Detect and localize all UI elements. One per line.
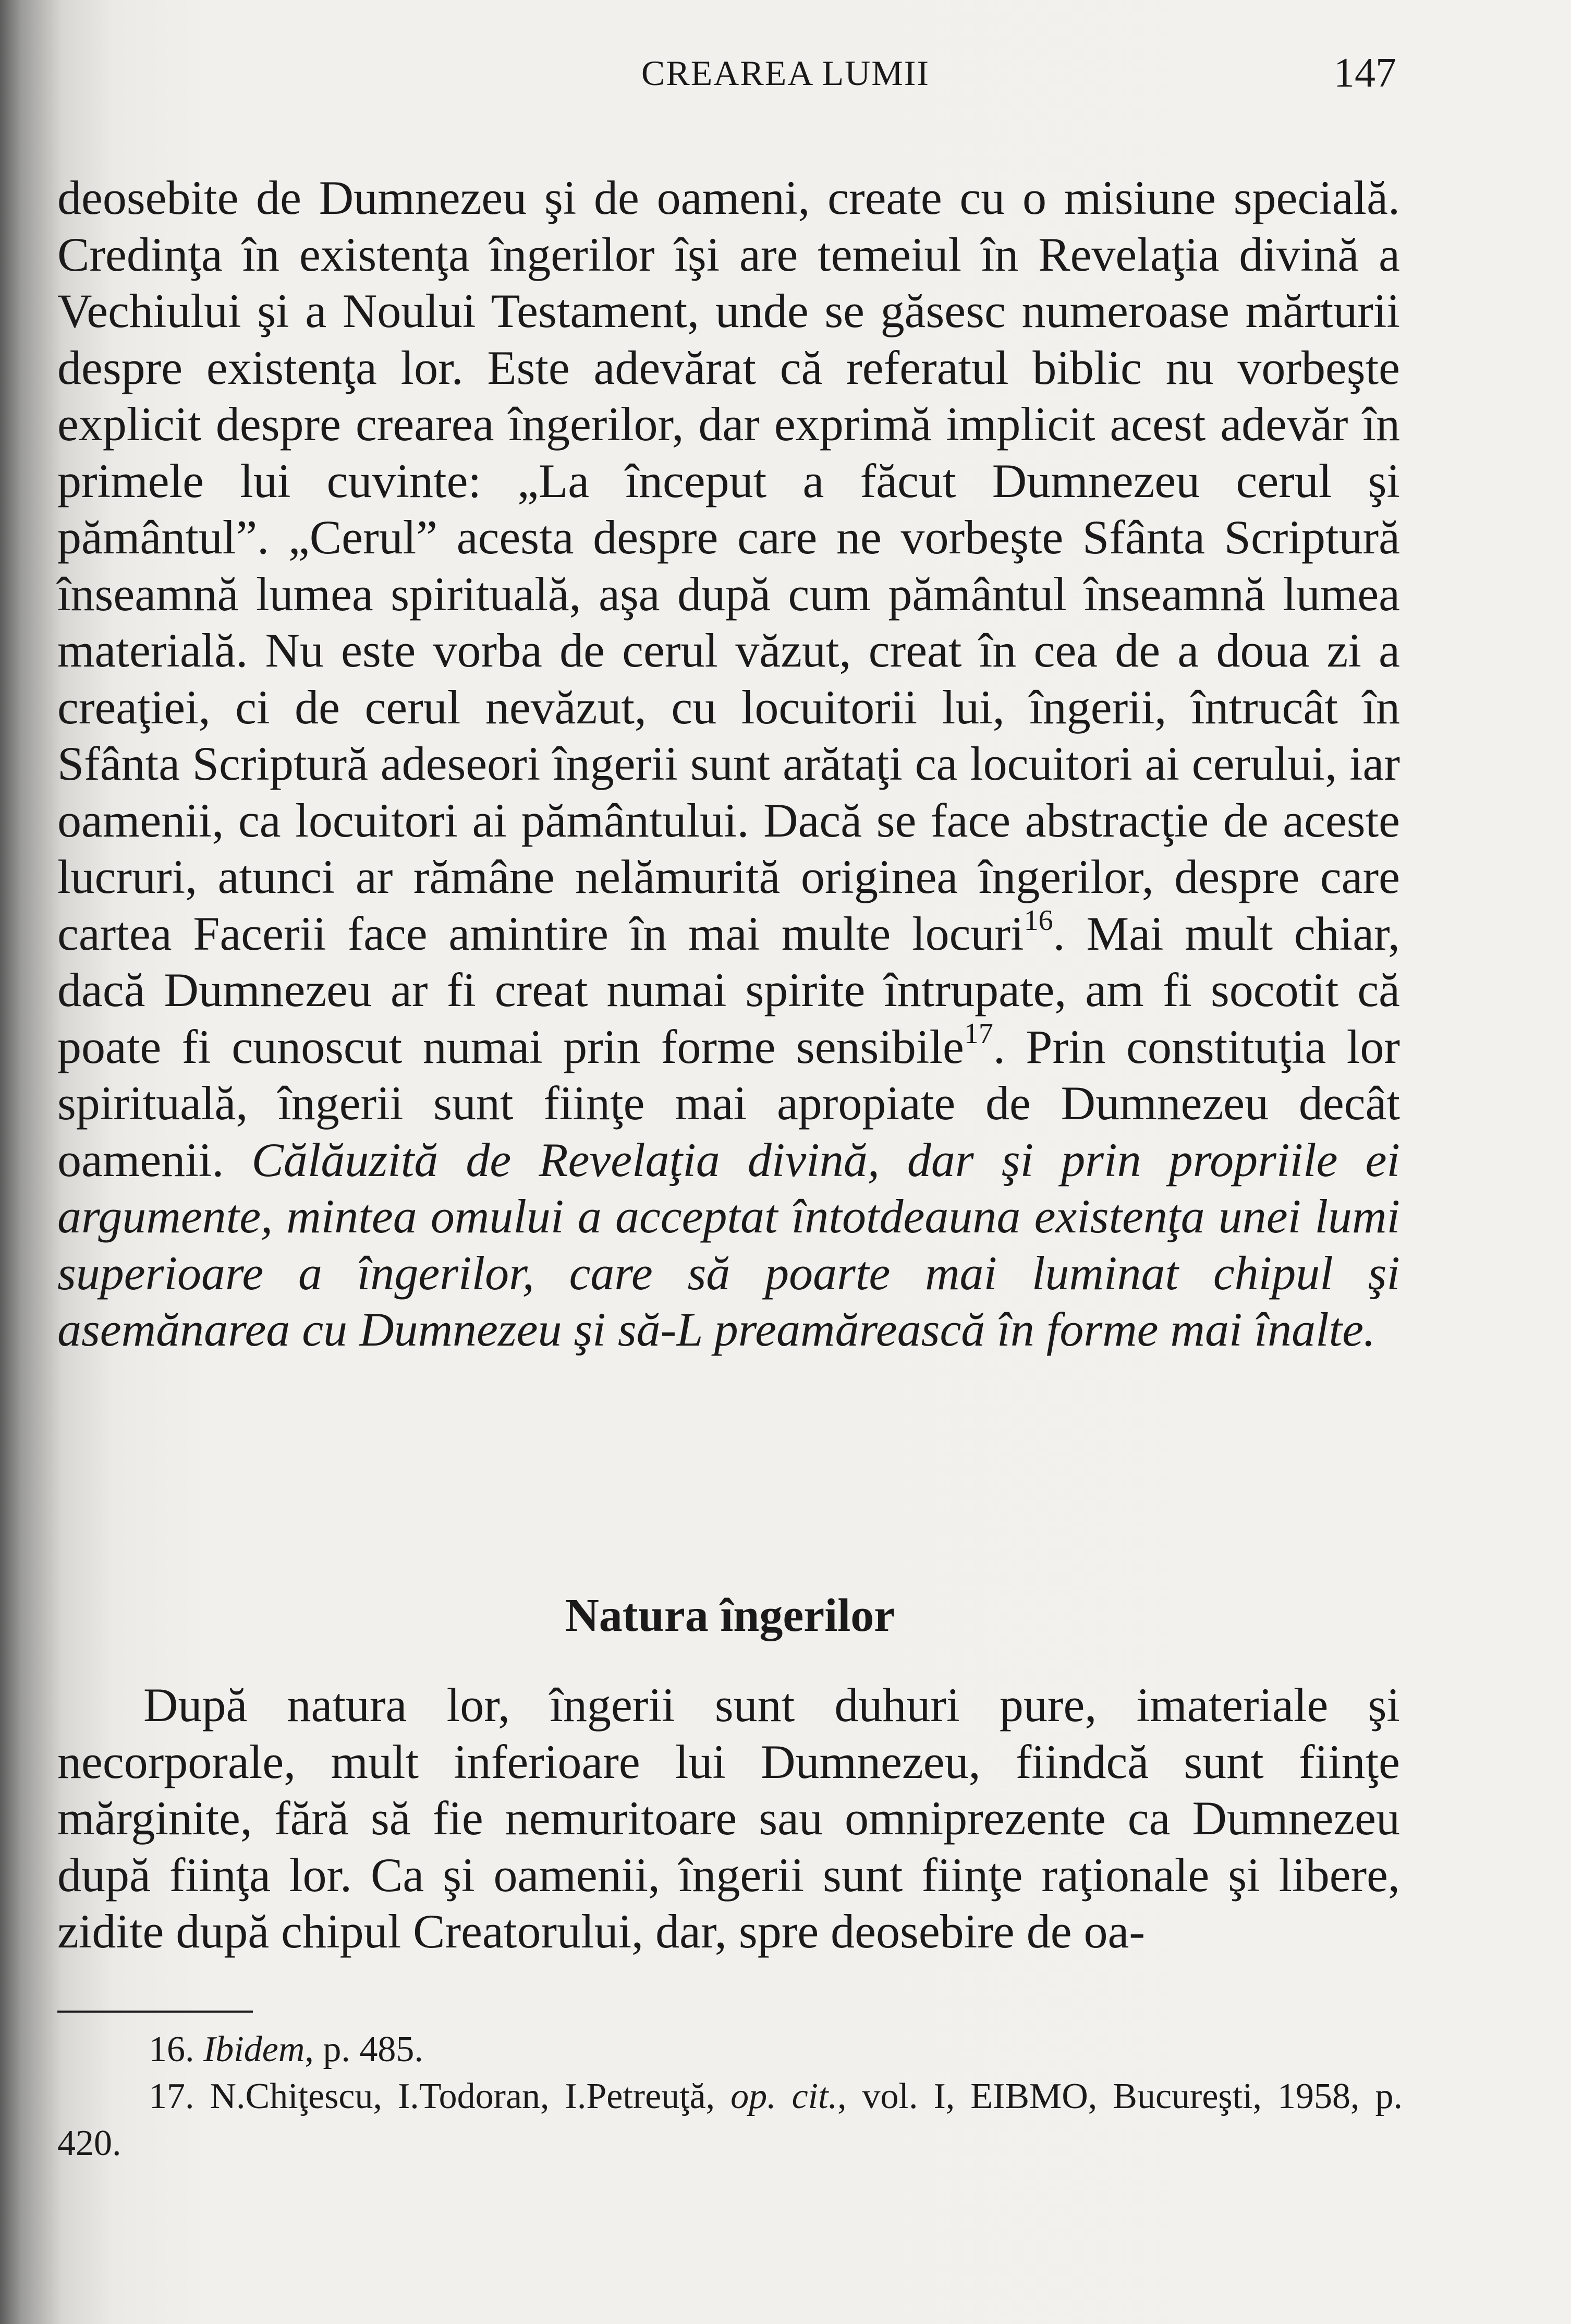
page-number: 147 (1334, 50, 1396, 96)
footnote-divider (57, 2011, 253, 2013)
body-paragraph-2: După natura lor, îngerii sunt duhuri pure, imateriale şi necorporale, mult inferioare lui Dumnezeu, fiindcă sunt fiinţe mărginite, fără să fie nemuritoare sau omniprezente ca Dumnezeu după fiinţa lor. Ca şi oamenii, îngerii sunt fiinţe raţionale şi libere, zidite după chipul Creatorului, dar, spre deosebire de oa- (57, 1678, 1400, 1958)
footnote-16-text: , p. 485. (305, 2029, 423, 2069)
footnote-16-italic: Ibidem (203, 2029, 305, 2069)
paragraph-1-text-a: deosebite de Dumnezeu şi de oameni, create cu o misiune specială. Credinţa în existenţa îngerilor îşi are temeiul în Revelaţia divină a Vechiului şi a Noului Testament, unde se găsesc numeroase mărturii despre existenţa lor. Este adevărat că referatul biblic nu vorbeşte explicit despre crearea îngerilor, dar exprimă implicit acest adevăr în primele lui cuvinte: „La început a făcut Dumnezeu cerul şi pământul”. „Cerul” acesta despre care ne vorbeşte Sfânta Scriptură înseamnă lumea spirituală, aşa după cum pământul înseamnă lumea materială. Nu este vorba de cerul văzut, creat în cea de a doua zi a creaţiei, ci de cerul nevăzut, cu locuitorii lui, îngerii, întrucât în Sfânta Scriptură adeseori îngerii sunt arătaţi ca locuitori ai cerului, iar oamenii, ca locuitori ai pământului. Dacă se face abstracţie de aceste lucruri, atunci ar rămâne nelămurită originea îngerilor, despre care cartea Facerii face amintire în mai multe locuri (57, 171, 1400, 960)
footnotes (57, 2026, 1403, 2167)
footnote-ref-16: 16 (1024, 904, 1053, 937)
footnote-16 (57, 2026, 1403, 2073)
paragraph-1-italic-text: Călăuzită de Revelaţia divină, dar şi prin propriile ei argumente, mintea omului a acceptat întotdeauna existenţa unei lumi superioare a îngerilor, care să poarte mai luminat chipul şi asemănarea cu Dumnezeu şi să-L preamărească în forme mai înalte. (57, 1133, 1400, 1356)
running-header-title: CREAREA LUMII (641, 53, 930, 93)
footnote-17-text-before: N.Chiţescu, I.Todoran, I.Petreuţă, (210, 2076, 731, 2116)
footnote-16-number: 16. (149, 2029, 194, 2069)
section-heading: Natura îngerilor (565, 1590, 895, 1641)
paragraph-1-text-b: . Mai mult chiar, dacă Dumnezeu ar fi creat numai spirite întrupate, am fi socotit că poate fi cunoscut numai prin forme sensibile (57, 906, 1400, 1073)
footnote-17-number: 17. (149, 2076, 194, 2116)
body-paragraph-1 (57, 170, 1400, 1358)
footnote-17 (57, 2073, 1403, 2167)
footnote-17-text-after: , vol. I, EIBMO, Bucureşti, 1958, p. 420. (57, 2076, 1403, 2163)
paragraph-1-text-c: . Prin constituţia lor spirituală, îngerii sunt fiinţe mai apropiate de Dumnezeu decât oamenii. (57, 1020, 1400, 1187)
footnote-ref-17: 17 (964, 1017, 993, 1050)
footnote-17-italic: op. cit. (730, 2076, 838, 2116)
